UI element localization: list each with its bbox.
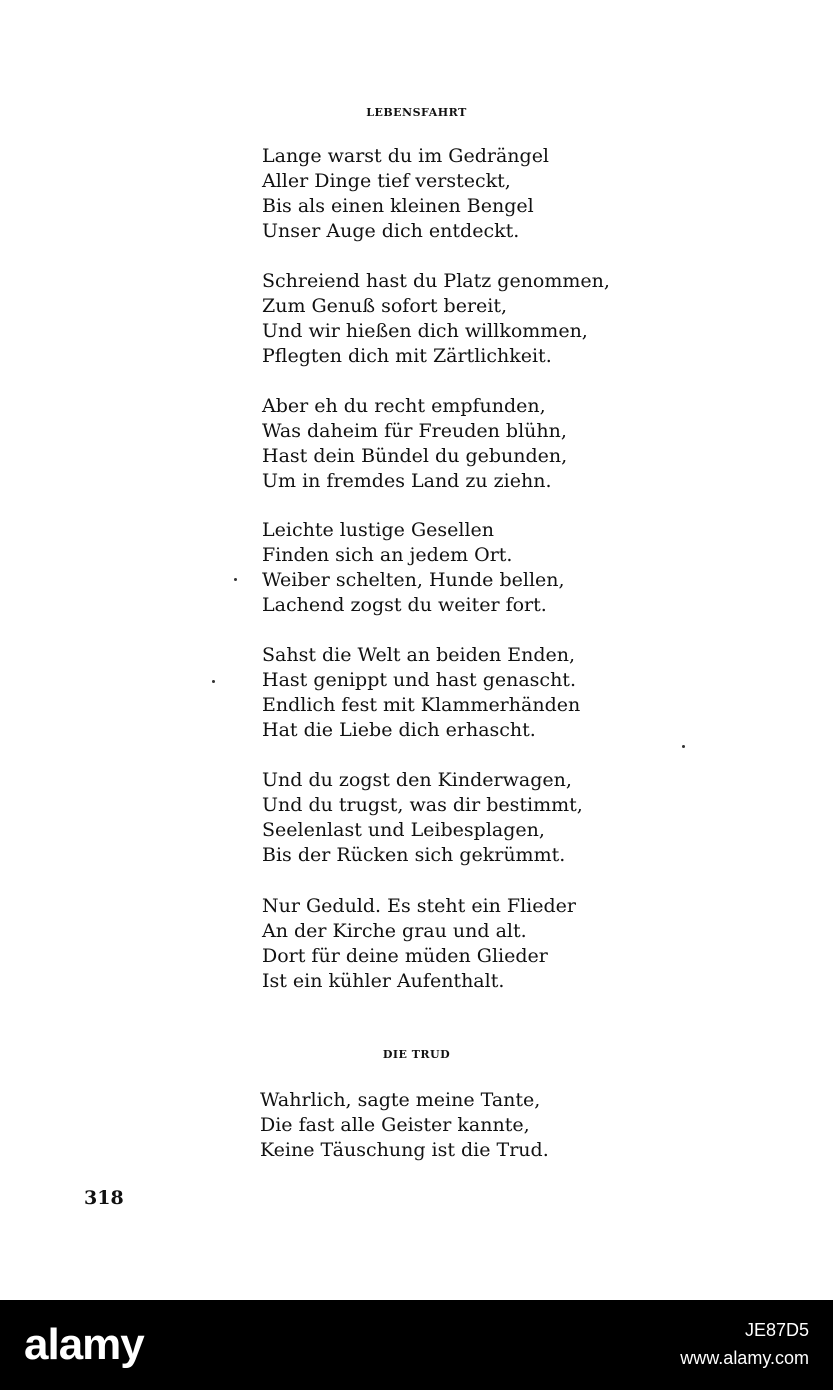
poem-line: An der Kirche grau und alt. bbox=[262, 920, 527, 942]
poem-line: Endlich fest mit Klammerhänden bbox=[262, 694, 581, 716]
poem1-stanza-7 bbox=[262, 894, 576, 994]
poem-line: Ist ein kühler Aufenthalt. bbox=[262, 970, 505, 992]
poem-line: Hat die Liebe dich erhascht. bbox=[262, 719, 536, 741]
poem-line: Pflegten dich mit Zärtlichkeit. bbox=[262, 345, 552, 367]
poem-line: Lange warst du im Gedrängel bbox=[262, 145, 550, 167]
poem2-stanza-1 bbox=[260, 1088, 549, 1163]
poem-line: Hast genippt und hast genascht. bbox=[262, 669, 576, 691]
poem1-stanza-1 bbox=[262, 144, 549, 244]
poem-line: Bis der Rücken sich gekrümmt. bbox=[262, 844, 566, 866]
poem-line: Leichte lustige Gesellen bbox=[262, 519, 495, 541]
poem-line: Schreiend hast du Platz genommen, bbox=[262, 270, 610, 292]
poem-line: Dort für deine müden Glieder bbox=[262, 945, 548, 967]
poem-title-die-trud: DIE TRUD bbox=[382, 1048, 451, 1061]
poem-line: Aller Dinge tief versteckt, bbox=[262, 170, 511, 192]
poem-line: Seelenlast und Leibesplagen, bbox=[262, 819, 545, 841]
page-number: 318 bbox=[84, 1187, 124, 1209]
poem1-stanza-3 bbox=[262, 394, 567, 494]
poem1-stanza-6 bbox=[262, 768, 583, 868]
watermark-banner bbox=[0, 1300, 833, 1390]
poem1-stanza-4 bbox=[262, 518, 565, 618]
print-speck bbox=[234, 578, 237, 581]
poem1-stanza-5 bbox=[262, 643, 580, 743]
poem-line: Was daheim für Freuden blühn, bbox=[262, 420, 567, 442]
poem-line: Wahrlich, sagte meine Tante, bbox=[260, 1089, 541, 1111]
alamy-logo: alamy bbox=[24, 1320, 144, 1369]
poem-line: Und du trugst, was dir bestimmt, bbox=[262, 794, 583, 816]
print-speck bbox=[212, 680, 215, 683]
poem-line: Weiber schelten, Hunde bellen, bbox=[262, 569, 565, 591]
poem-line: Und du zogst den Kinderwagen, bbox=[262, 769, 572, 791]
poem-line: Zum Genuß sofort bereit, bbox=[262, 295, 508, 317]
poem-line: Und wir hießen dich willkommen, bbox=[262, 320, 588, 342]
poem1-stanza-2 bbox=[262, 269, 610, 369]
poem-line: Sahst die Welt an beiden Enden, bbox=[262, 644, 576, 666]
website-url-label: www.alamy.com bbox=[680, 1348, 809, 1368]
poem-line: Unser Auge dich entdeckt. bbox=[262, 220, 520, 242]
poem-line: Um in fremdes Land zu ziehn. bbox=[262, 470, 552, 492]
image-id-label: JE87D5 bbox=[744, 1320, 809, 1340]
print-speck bbox=[682, 745, 685, 748]
poem-line: Finden sich an jedem Ort. bbox=[262, 544, 513, 566]
poem-line: Keine Täuschung ist die Trud. bbox=[260, 1139, 549, 1161]
poem-line: Aber eh du recht empfunden, bbox=[262, 395, 546, 417]
poem-line: Bis als einen kleinen Bengel bbox=[262, 195, 534, 217]
poem-title-lebensfahrt: LEBENSFAHRT bbox=[366, 106, 467, 119]
poem-line: Hast dein Bündel du gebunden, bbox=[262, 445, 568, 467]
poem-line: Die fast alle Geister kannte, bbox=[260, 1114, 530, 1136]
poem-line: Lachend zogst du weiter fort. bbox=[262, 594, 547, 616]
poem-line: Nur Geduld. Es steht ein Flieder bbox=[262, 895, 576, 917]
